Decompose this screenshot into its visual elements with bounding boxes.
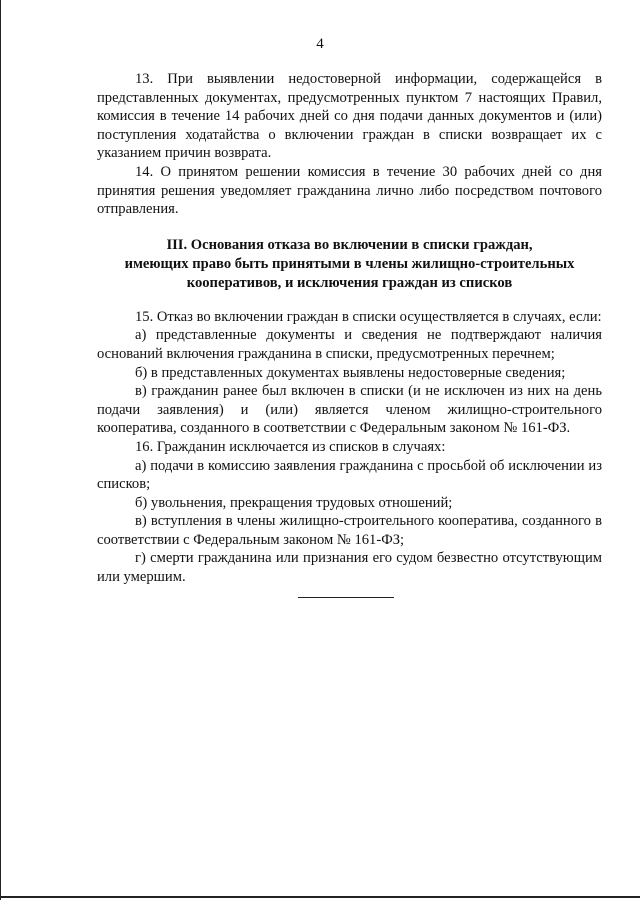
scan-left-edge	[0, 0, 1, 900]
section-heading-line: III. Основания отказа во включении в списки граждан,	[166, 236, 533, 253]
section-heading-line: имеющих право быть принятыми в члены жилищно-строительных	[124, 255, 575, 272]
paragraph-13: 13. При выявлении недостоверной информации, содержащейся в представленных документах, предусмотренных пунктом 7 настоящих Правил, комиссия в течение 14 рабочих дней со дня подачи данных документов и (или) поступления ходатайства о включении граждан в списки возвращает их с указанием причин возврата.	[97, 71, 602, 162]
paragraph-16: 16. Гражданин исключается из списков в случаях:	[135, 438, 446, 455]
paragraph-15: 15. Отказ во включении граждан в списки осуществляется в случаях, если:	[135, 308, 602, 325]
page-number: 4	[316, 36, 324, 52]
list-item-15c: в) гражданин ранее был включен в списки (и не исключен из них на день подачи заявления) и (или) является членом жилищно-строительного кооператива, созданного в соответствии с Федеральным законом № 161-ФЗ.	[97, 383, 602, 437]
list-item-16d: г) смерти гражданина или признания его судом безвестно отсутствующим или умершим.	[97, 550, 602, 586]
section-heading-line: кооперативов, и исключения граждан из списков	[186, 274, 513, 291]
list-item-16b: б) увольнения, прекращения трудовых отношений;	[135, 494, 453, 511]
paragraph-14: 14. О принятом решении комиссия в течение 30 рабочих дней со дня принятия решения уведомляет гражданина лично либо посредством почтового отправления.	[97, 163, 602, 218]
section-heading	[97, 236, 602, 293]
end-divider-line	[298, 597, 394, 598]
scan-bottom-edge	[0, 896, 640, 898]
list-item-16a: а) подачи в комиссию заявления гражданина с просьбой об исключении из списков;	[97, 457, 602, 493]
list-item-15a: а) представленные документы и сведения не подтверждают наличия оснований включения гражданина в списки, предусмотренных перечнем;	[97, 327, 602, 362]
list-item-15b: б) в представленных документах выявлены недостоверные сведения;	[135, 364, 566, 381]
document-body	[97, 70, 602, 587]
list-item-16c: в) вступления в члены жилищно-строительного кооператива, созданного в соответствии с Федеральным законом № 161-ФЗ;	[97, 513, 602, 548]
